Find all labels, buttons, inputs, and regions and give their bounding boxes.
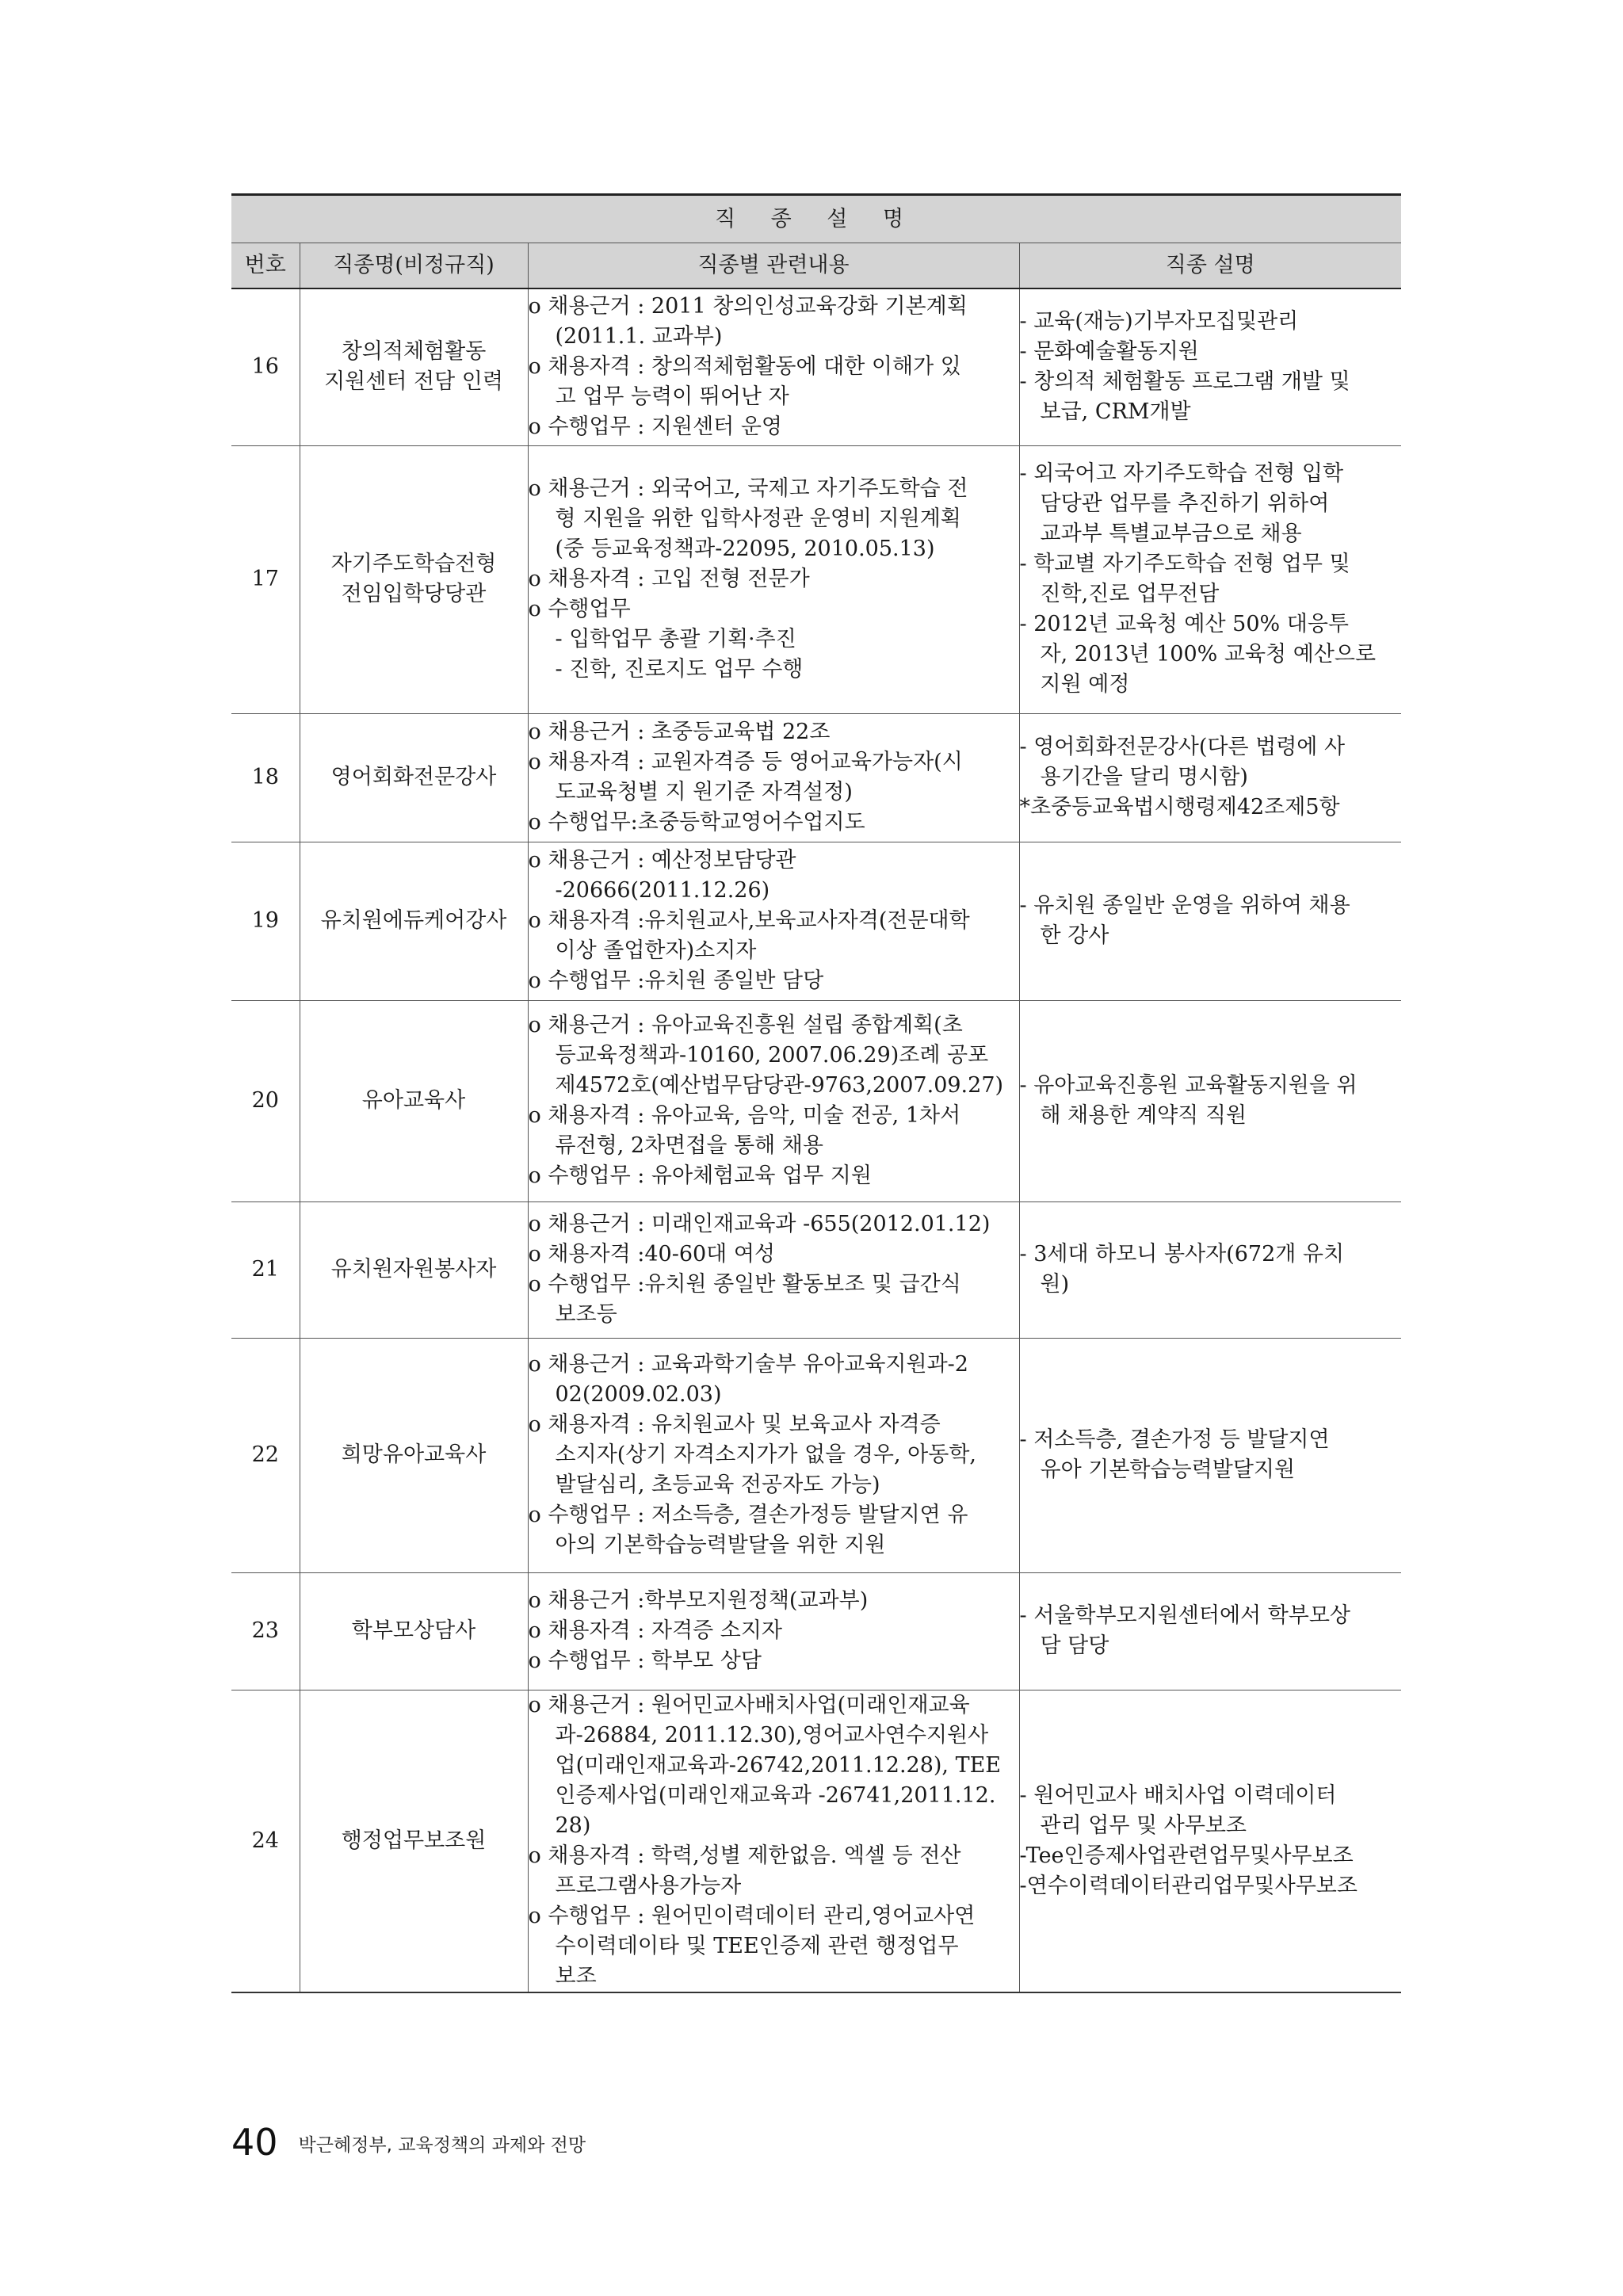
job-description-line: - 3세대 하모니 봉사자(672개 유치 <box>1019 1242 1345 1266</box>
related-content-line: 업(미래인재교육과-26742,2011.12.28), TEE <box>555 1752 1002 1778</box>
job-description-line: - 원어민교사 배치사업 이력데이터 <box>1019 1782 1337 1808</box>
book-title: 박근혜정부, 교육정책의 과제와 전망 <box>298 2135 586 2156</box>
related-content-line: o 채용근거 :학부모지원정책(교과부) <box>528 1588 869 1613</box>
job-description-line: - 문화예술활동지원 <box>1019 339 1199 365</box>
job-description-line: 원) <box>1040 1272 1070 1297</box>
job-name-line: 희망유아교육사 <box>341 1442 487 1467</box>
job-name-line: 자기주도학습전형 <box>330 552 497 576</box>
table-row <box>231 1572 1401 1690</box>
job-name-line: 학부모상담사 <box>351 1618 476 1643</box>
header-job-name: 직종명(비정규직) <box>300 243 528 289</box>
table-row <box>231 1201 1401 1338</box>
page-number: 40 <box>231 2121 278 2164</box>
related-content-line: o 채용자격 : 학력,성별 제한없음. 엑셀 등 전산 <box>528 1843 961 1868</box>
row-job-description <box>1019 1572 1401 1690</box>
related-content-line: 발달심리, 초등교육 전공자도 가능) <box>555 1473 880 1497</box>
job-description-line: - 학교별 자기주도학습 전형 업무 및 <box>1019 552 1350 576</box>
row-number: 16 <box>231 288 300 445</box>
job-description-line: 유아 기본학습능력발달지원 <box>1040 1457 1296 1482</box>
related-content-line: o 채용근거 : 유아교육진흥원 설립 종합계획(초 <box>528 1013 963 1037</box>
job-name-line: 전임입학당당관 <box>341 582 487 606</box>
related-content-line: o 채용근거 : 교육과학기술부 유아교육지원과-2 <box>528 1352 968 1377</box>
row-job-description <box>1019 1338 1401 1572</box>
row-job-description <box>1019 1000 1401 1201</box>
job-description-line: - 창의적 체험활동 프로그램 개발 및 <box>1019 369 1350 395</box>
job-name-line: 창의적체험활동 <box>341 339 487 365</box>
related-content-line: o 채용자격 : 고입 전형 전문가 <box>528 567 810 591</box>
related-content-line: o 채용자격 : 창의적체험활동에 대한 이해가 있 <box>528 354 961 380</box>
row-job-description <box>1019 1690 1401 1992</box>
table-row <box>231 713 1401 842</box>
job-name-line: 영어회화전문강사 <box>330 765 497 789</box>
related-content-line: o 채용근거 : 2011 창의인성교육강화 기본계획 <box>528 294 968 319</box>
related-content-line: 인증제사업(미래인재교육과 -26741,2011.12. <box>555 1782 996 1808</box>
row-number: 19 <box>231 842 300 1000</box>
row-job-name <box>300 288 528 445</box>
related-content-line: o 수행업무 <box>528 597 631 621</box>
job-description-line: - 2012년 교육청 예산 50% 대응투 <box>1019 612 1349 636</box>
related-content-line: o 수행업무 : 유아체험교육 업무 지원 <box>528 1163 872 1188</box>
row-related-content <box>528 713 1019 842</box>
row-number: 24 <box>231 1690 300 1992</box>
row-number: 17 <box>231 445 300 713</box>
job-description-line: -연수이력데이터관리업무및사무보조 <box>1019 1873 1358 1898</box>
related-content-line: 도교육청별 지 원기준 자격설정) <box>555 780 853 804</box>
related-content-line: o 수행업무 :유치원 종일반 활동보조 및 급간식 <box>528 1272 961 1297</box>
job-description-line: 용기간을 달리 명시함) <box>1040 765 1248 789</box>
row-number: 21 <box>231 1201 300 1338</box>
job-description-line: 보급, CRM개발 <box>1040 399 1191 425</box>
job-description-line: 담 담당 <box>1040 1633 1109 1658</box>
row-number: 20 <box>231 1000 300 1201</box>
related-content-line: -20666(2011.12.26) <box>555 878 770 903</box>
related-content-line: o 채용자격 : 유아교육, 음악, 미술 전공, 1차서 <box>528 1103 961 1128</box>
related-content-line: o 채용근거 : 외국어고, 국제고 자기주도학습 전 <box>528 476 968 501</box>
job-description-line: - 영어회화전문강사(다른 법령에 사 <box>1019 735 1346 759</box>
job-name-line: 유치원에듀케어강사 <box>320 908 507 933</box>
row-job-name <box>300 713 528 842</box>
related-content-line: o 수행업무 :유치원 종일반 담당 <box>528 968 824 993</box>
job-name-line: 행정업무보조원 <box>341 1828 487 1853</box>
related-content-line: 형 지원을 위한 입학사정관 운영비 지원계획 <box>555 506 961 531</box>
table-row <box>231 288 1401 445</box>
related-content-line: 이상 졸업한자)소지자 <box>555 938 757 963</box>
row-related-content <box>528 1690 1019 1992</box>
job-description-line: - 교육(재능)기부자모집및관리 <box>1019 309 1299 334</box>
page-footer <box>231 2115 586 2162</box>
related-content-line: - 입학업무 총괄 기획·추진 <box>555 627 796 651</box>
job-description-line: 진학,진로 업무전담 <box>1040 582 1220 606</box>
related-content-line: 고 업무 능력이 뛰어난 자 <box>555 384 789 410</box>
job-description-line: 한 강사 <box>1040 923 1109 948</box>
row-job-name <box>300 1572 528 1690</box>
related-content-line: 과-26884, 2011.12.30),영어교사연수지원사 <box>555 1722 989 1748</box>
job-description-line: - 유아교육진흥원 교육활동지원을 위 <box>1019 1073 1358 1098</box>
job-description-line: - 저소득층, 결손가정 등 발달지연 <box>1019 1427 1330 1452</box>
table-row <box>231 1000 1401 1201</box>
job-name-line: 지원센터 전담 인력 <box>324 369 503 395</box>
related-content-line: o 수행업무:초중등학교영어수업지도 <box>528 810 865 835</box>
table-row <box>231 1338 1401 1572</box>
job-description-line: 해 채용한 계약직 직원 <box>1040 1103 1247 1128</box>
row-job-name <box>300 1201 528 1338</box>
related-content-line: 아의 기본학습능력발달을 위한 지원 <box>555 1533 886 1557</box>
related-content-line: 수이력데이타 및 TEE인증제 관련 행정업무 <box>555 1933 959 1958</box>
job-description-table <box>231 193 1401 1993</box>
job-description-line: - 서울학부모지원센터에서 학부모상 <box>1019 1603 1351 1628</box>
row-job-description <box>1019 713 1401 842</box>
related-content-line: 제4572호(예산법무담당관-9763,2007.09.27) <box>555 1073 1004 1098</box>
job-description-line: 담당관 업무를 추진하기 위하여 <box>1040 491 1330 516</box>
job-description-line: *초중등교육법시행령제42조제5항 <box>1019 795 1340 819</box>
row-related-content <box>528 288 1019 445</box>
related-content-line: 보조 <box>555 1963 597 1988</box>
table-row <box>231 445 1401 713</box>
related-content-line: o 채용자격 : 유치원교사 및 보육교사 자격증 <box>528 1412 941 1437</box>
related-content-line: o 채용자격 :40-60대 여성 <box>528 1242 776 1266</box>
row-job-name <box>300 1000 528 1201</box>
row-job-name <box>300 1338 528 1572</box>
related-content-line: o 수행업무 : 지원센터 운영 <box>528 415 783 440</box>
related-content-line: o 수행업무 : 저소득층, 결손가정등 발달지연 유 <box>528 1503 968 1527</box>
row-job-description <box>1019 445 1401 713</box>
related-content-line: (2011.1. 교과부) <box>555 324 723 350</box>
row-number: 22 <box>231 1338 300 1572</box>
table-title: 직 종 설 명 <box>231 195 1401 243</box>
header-number: 번호 <box>231 243 300 289</box>
related-content-line: 류전형, 2차면접을 통해 채용 <box>555 1133 823 1158</box>
job-description-line: 자, 2013년 100% 교육청 예산으로 <box>1040 642 1377 667</box>
related-content-line: o 채용근거 : 초중등교육법 22조 <box>528 720 831 744</box>
related-content-line: 등교육정책과-10160, 2007.06.29)조례 공포 <box>555 1043 989 1068</box>
related-content-line: o 채용근거 : 미래인재교육과 -655(2012.01.12) <box>528 1212 991 1236</box>
related-content-line: 프로그램사용가능자 <box>555 1873 742 1898</box>
header-related-content: 직종별 관련내용 <box>528 243 1019 289</box>
related-content-line: - 진학, 진로지도 업무 수행 <box>555 657 804 682</box>
row-related-content <box>528 1201 1019 1338</box>
related-content-line: o 채용근거 : 예산정보담당관 <box>528 848 796 873</box>
job-description-line: 교과부 특별교부금으로 채용 <box>1040 521 1302 546</box>
related-content-line: o 채용근거 : 원어민교사배치사업(미래인재교육 <box>528 1692 970 1717</box>
row-related-content <box>528 1338 1019 1572</box>
header-job-description: 직종 설명 <box>1019 243 1401 289</box>
job-description-line: - 외국어고 자기주도학습 전형 입학 <box>1019 461 1344 486</box>
related-content-line: o 수행업무 : 원어민이력데이터 관리,영어교사연 <box>528 1903 976 1928</box>
related-content-line: 02(2009.02.03) <box>555 1382 722 1407</box>
related-content-line: 소지자(상기 자격소지가가 없을 경우, 아동학, <box>555 1442 977 1467</box>
row-related-content <box>528 445 1019 713</box>
row-related-content <box>528 1572 1019 1690</box>
row-job-name <box>300 842 528 1000</box>
row-job-name <box>300 445 528 713</box>
table-row <box>231 842 1401 1000</box>
job-description-line: 관리 업무 및 사무보조 <box>1040 1813 1247 1838</box>
row-job-description <box>1019 842 1401 1000</box>
row-number: 18 <box>231 713 300 842</box>
related-content-line: o 채용자격 :유치원교사,보육교사자격(전문대학 <box>528 908 970 933</box>
row-job-description <box>1019 288 1401 445</box>
row-related-content <box>528 842 1019 1000</box>
related-content-line: o 채용자격 : 교원자격증 등 영어교육가능자(시 <box>528 750 963 774</box>
table-row <box>231 1690 1401 1992</box>
related-content-line: o 수행업무 : 학부모 상담 <box>528 1648 762 1673</box>
job-name-line: 유아교육사 <box>361 1088 466 1113</box>
job-description-line: 지원 예정 <box>1040 672 1130 697</box>
row-related-content <box>528 1000 1019 1201</box>
related-content-line: (중 등교육정책과-22095, 2010.05.13) <box>555 537 935 561</box>
row-number: 23 <box>231 1572 300 1690</box>
row-job-name <box>300 1690 528 1992</box>
related-content-line: 보조등 <box>555 1302 617 1327</box>
job-name-line: 유치원자원봉사자 <box>330 1257 497 1282</box>
row-job-description <box>1019 1201 1401 1338</box>
job-description-line: - 유치원 종일반 운영을 위하여 채용 <box>1019 893 1350 918</box>
related-content-line: o 채용자격 : 자격증 소지자 <box>528 1618 783 1643</box>
job-description-line: -Tee인증제사업관련업무및사무보조 <box>1019 1843 1354 1868</box>
related-content-line: 28) <box>555 1813 591 1838</box>
